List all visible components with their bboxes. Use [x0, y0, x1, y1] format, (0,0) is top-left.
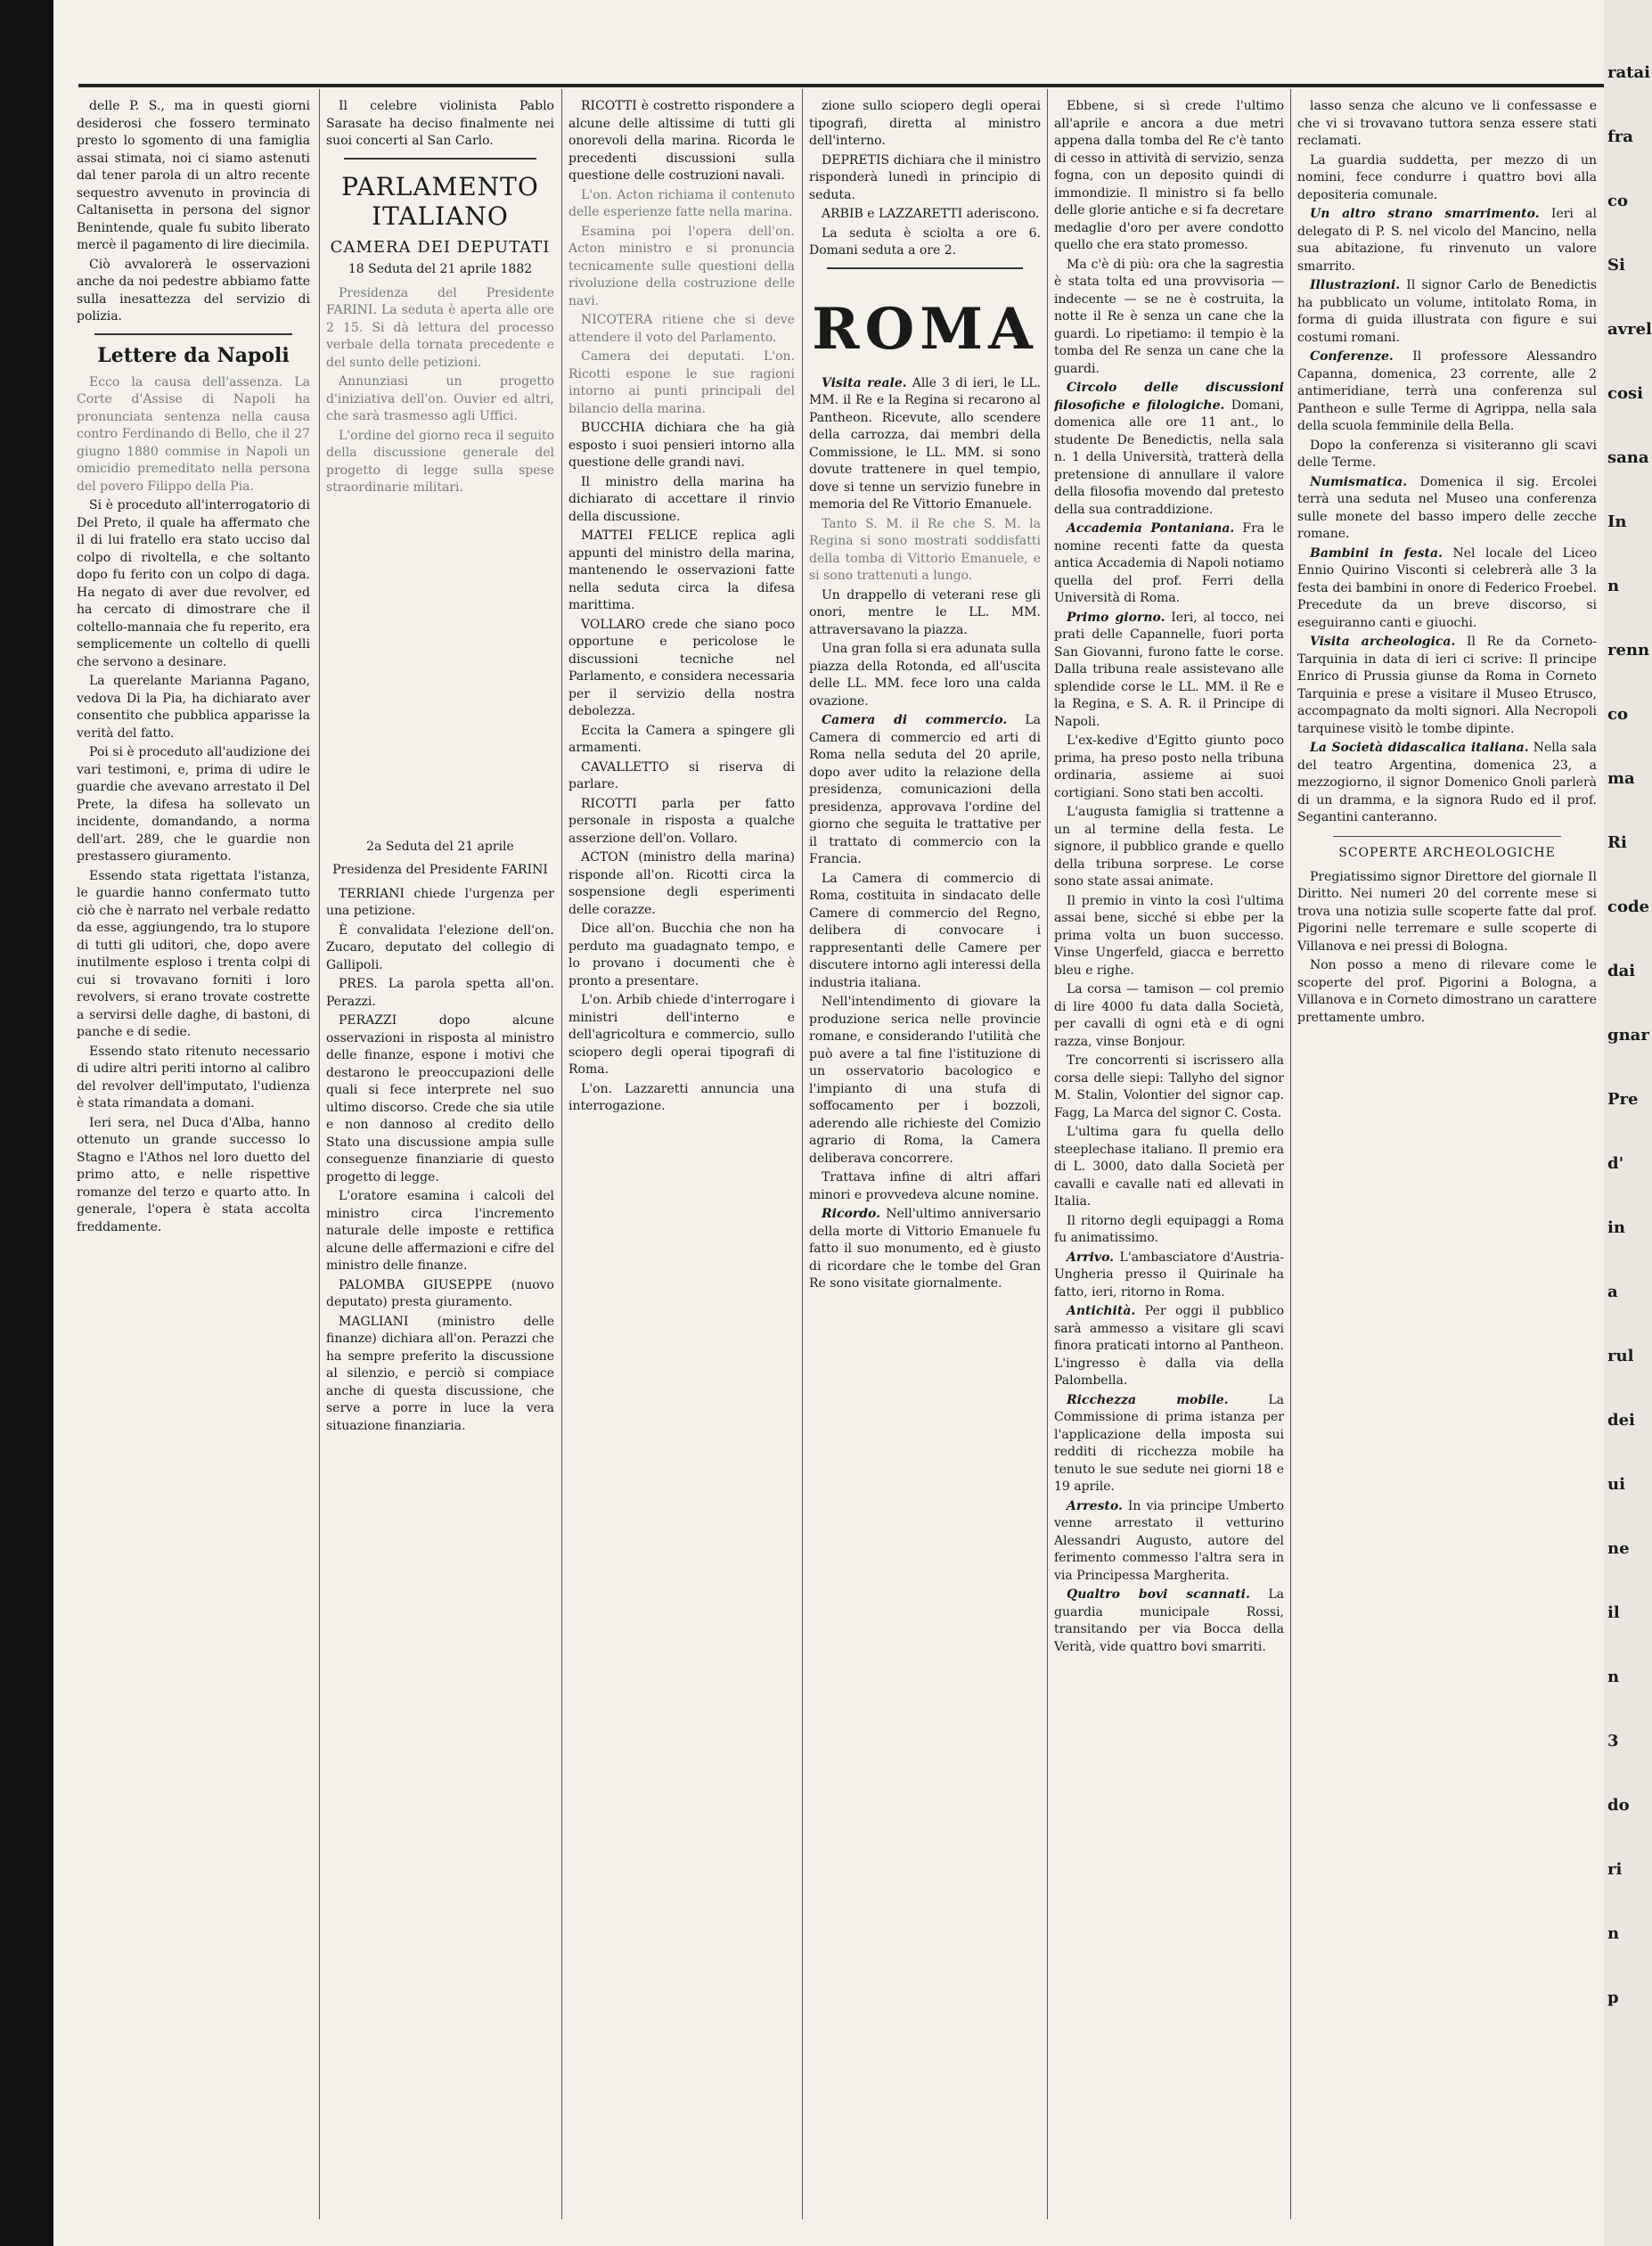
column-2 [326, 98, 554, 2228]
faded-text-block [326, 285, 554, 838]
article-paragraph: MATTEI FELICE replica agli appunti del ministro della marina, mantenendo le osservazioni fatte nella seduta circa la difesa marittima. [568, 529, 795, 612]
strip-fragment: Pre [1607, 1090, 1639, 1109]
article-paragraph: CAVALLETTO si riserva di parlare. [568, 759, 795, 791]
adjacent-page-strip [1604, 0, 1652, 2246]
section-divider [1333, 836, 1561, 837]
scan-left-edge [0, 0, 53, 2246]
article-text: Nella sala del teatro Argentina, domenica 23, a mezzogiorno, il signor Domenico Gnoli parlerà di un dramma, e la signora Rudo ed il prof. Segantini canteranno. [1297, 741, 1597, 824]
strip-fragment: ratai [1607, 63, 1650, 82]
subsection-title: Antichità. [1067, 1304, 1136, 1318]
top-rule [78, 84, 1611, 87]
column-rule [802, 89, 803, 2219]
article-paragraph: zione sullo sciopero degli operai tipografi, diretta al ministro dell'interno. [809, 99, 1041, 148]
article-text: Ieri, al tocco, nei prati delle Capannelle, fuori porta San Giovanni, furono fatte le corse. Dalla tribuna reale assistevano alle splendide corse le LL. MM. il Re e la Regina, e S. A. R. il Principe di Napoli. [1054, 610, 1284, 729]
strip-fragment: 3 [1607, 1732, 1619, 1750]
strip-fragment: d' [1607, 1154, 1624, 1173]
article-text: Fra le nomine recenti fatte da questa antica Accademia di Napoli notiamo quella del prof. Ferri della Università di Roma. [1054, 521, 1284, 605]
subsection-title: Illustrazioni. [1310, 278, 1401, 292]
article-paragraph: Nell'intendimento di giovare la produzione serica nelle provincie romane, e considerando l'utilità che può avere a tal fine l'istituzione di un osservatorio bacologico e l'impianto di una stufa di soffocamento per i bozzoli, aderendo alle richieste del Comizio agrario di Roma, la Camera deliberava concorrere. [809, 995, 1041, 1166]
article-text: Domani, domenica alle ore 11 ant., lo studente De Benedictis, nella sala n. 1 della Università, tratterà della pretensione di annullare il valore della filosofia movendo dal pretesto della sua contraddizione. [1054, 398, 1284, 517]
article-paragraph: Un drappello di veterani rese gli onori, mentre le LL. MM. attraversavano la piazza. [809, 587, 1041, 637]
article-paragraph: DEPRETIS dichiara che il ministro risponderà lunedì in principio di seduta. [809, 152, 1041, 202]
article-paragraph: RICOTTI parla per fatto personale in risposta a qualche asserzione dell'on. Vollaro. [568, 796, 795, 846]
subsection-title: Primo giorno. [1067, 610, 1165, 625]
section-divider [94, 333, 292, 335]
strip-fragment: p [1607, 1988, 1619, 2007]
article-paragraph: BUCCHIA dichiara che ha già esposto i suoi pensieri intorno alla questione delle grandi navi. [568, 421, 795, 470]
article-paragraph: Trattava infine di altri affari minori e provvedeva alcune nomine. [809, 1170, 1041, 1202]
strip-fragment: il [1607, 1603, 1620, 1622]
strip-fragment: dei [1607, 1411, 1635, 1430]
strip-fragment: dai [1607, 962, 1636, 980]
column-rule [1290, 89, 1291, 2219]
strip-fragment: Si [1607, 256, 1625, 275]
article-paragraph: Esamina poi l'opera dell'on. Acton ministro e si pronuncia tecnicamente sulle questioni della rivoluzione della costruzione delle navi. [568, 224, 795, 308]
article-paragraph: È convalidata l'elezione dell'on. Zucaro, deputato del collegio di Gallipoli. [326, 922, 554, 972]
article-text: Il professore Alessandro Capanna, domenica, 23 corrente, alle 2 antimeridiane, terrà una conferenza sul Pantheon e sulle Terme di Agrippa, nella sala della scuola femminile della Bella. [1297, 349, 1597, 433]
article-text: Il signor Carlo de Benedictis ha pubblicato un volume, intitolato Roma, in forma di guida illustrata con figure e sui costumi romani. [1297, 278, 1597, 345]
strip-fragment: In [1607, 512, 1627, 531]
article-paragraph: ACTON (ministro della marina) risponde all'on. Ricotti circa la sospensione degli esperimenti delle corazze. [568, 850, 795, 917]
scoperte-heading: SCOPERTE ARCHEOLOGICHE [1338, 845, 1556, 860]
camera-heading: CAMERA DEI DEPUTATI [330, 237, 551, 257]
strip-fragment: fra [1607, 127, 1633, 146]
article-paragraph: ARBIB e LAZZARETTI aderiscono. [822, 207, 1040, 221]
article-paragraph: La corsa — tamison — col premio di lire 4000 fu data dalla Società, per cavalli di ogni età e di ogni razza, vinse Bonjour. [1054, 982, 1284, 1049]
parlamento-heading: PARLAMENTO ITALIANO [341, 171, 539, 231]
strip-fragment: Ri [1607, 833, 1627, 852]
article-paragraph: Essendo stata rigettata l'istanza, le guardie hanno confermato tutto ciò che è narrato nel verbale redatto da esse, aggiungendo, tra lo stupore di tutti gli uditori, che, dopo avere inutilmente esploso i trenta colpi di cui si trovavano forniti i loro revolvers, si erano trovate costrette a servirsi delle daghe, di bastoni, di panche e di sedie. [77, 868, 310, 1039]
strip-fragment: do [1607, 1796, 1630, 1815]
article-paragraph: Eccita la Camera a spingere gli armamenti. [568, 723, 795, 755]
subsection-title: La Società didascalica italiana. [1310, 741, 1529, 755]
subsection-title: Ricchezza mobile. [1067, 1392, 1229, 1407]
subsection-title: Qualtro bovi scannati. [1067, 1587, 1250, 1602]
article-text: Nel locale del Liceo Ennio Quirino Visconti si celebrerà alle 3 la festa dei bambini in onore di Federico Froebel. Precedute da un breve discorso, si eseguiranno canti e giuochi. [1297, 545, 1597, 630]
subsection-title: Arrivo. [1067, 1250, 1115, 1265]
strip-fragment: ri [1607, 1860, 1623, 1879]
subsection-title: Visita archeologica. [1310, 635, 1456, 649]
column-6 [1297, 98, 1597, 2228]
article-paragraph: Si è proceduto all'interrogatorio di Del Preto, il quale ha affermato che il di lui fratello era stato ucciso dal colpo di rivoltella, e che soltanto dopo fu ferito con un colpo di daga. Ha negato di aver due revolver, ed ha cercato di dimostrare che il coltello-mannaia che fu reperito, era semplicemente un coltello di quelli che servono a desinare. [77, 498, 310, 669]
article-paragraph: Poi si è proceduto all'audizione dei vari testimoni, e, prima di udire le guardie che avevano arrestato il Del Prete, la difesa ha sollevato un incidente, domandando, a norma dell'art. 289, che le guardie non prestassero giuramento. [77, 745, 310, 864]
strip-fragment: ma [1607, 769, 1635, 788]
article-text: Alle 3 di ieri, le LL. MM. il Re e la Regina si recarono al Pantheon. Ricevute, allo scendere della carrozza, dai membri della Commissione, le LL. MM. si sono dovute trattenere in quel tempio, dove si tenne un servizio funebre in memoria del Re Vittorio Emanuele. [809, 375, 1041, 512]
subsection-title: Ricordo. [822, 1207, 880, 1221]
seduta-heading: 18 Seduta del 21 aprile 1882 [348, 261, 533, 276]
article-paragraph: Ciò avvalorerà le osservazioni anche da noi pedestre abbiamo fatte sulla inesattezza del servizio di polizia. [77, 257, 310, 324]
article-paragraph: Presidenza del Presidente FARINI. La seduta è aperta alle ore 2 15. Si dà lettura del processo verbale della tornata precedente e del sunto delle petizioni. [326, 285, 554, 370]
subsection-title: Un altro strano smarrimento. [1310, 207, 1540, 221]
strip-fragment: n [1607, 577, 1620, 595]
article-paragraph: Tre concorrenti si iscrissero alla corsa delle siepi: Tallyho del signor M. Stalin, Volontier del signor cap. Fagg, La Marca del signor C. Costa. [1054, 1053, 1284, 1120]
article-paragraph: NICOTERA ritiene che si deve attendere il voto del Parlamento. [568, 313, 795, 345]
article-text: La Camera di commercio ed arti di Roma nella seduta del 20 aprile, dopo aver udito la relazione della presidenza, comunicazioni della presidenza, approvava l'ordine del giorno che seguita le trattative per il trattato di commercio con la Francia. [809, 713, 1041, 866]
subsection-title: Bambini in festa. [1310, 545, 1443, 561]
article-paragraph: L'on. Acton richiama il contenuto delle esperienze fatte nella marina. [568, 187, 795, 219]
article-paragraph: Il celebre violinista Pablo Sarasate ha deciso finalmente nei suoi concerti al San Carlo. [326, 99, 554, 148]
strip-fragments [1604, 0, 1652, 2009]
article-text: Domenica il sig. Ercolei terrà una seduta nel Museo una conferenza sulle monete del basso impero delle zecche romane. [1297, 474, 1597, 541]
article-text: In via principe Umberto venne arrestato il vetturino Alessandri Augusto, autore del ferimento commesso l'altra sera in via Principessa Margherita. [1054, 1498, 1284, 1583]
strip-fragment: cosi [1607, 384, 1643, 403]
article-paragraph: Ecco la causa dell'assenza. La Corte d'Assise di Napoli ha pronunciata sentenza nella causa contro Ferdinando di Bello, che il 27 giugno 1880 commise in Napoli un omicidio premeditato nella persona del povero Filippo della Pia. [77, 374, 310, 494]
article-text: La guardia municipale Rossi, transitando per via Bocca della Verità, vide quattro bovi smarriti. [1054, 1587, 1284, 1654]
article-paragraph: Ebbene, si sì crede l'ultimo all'aprile e ancora a due metri appena dalla tomba del Re c'è tanto di cesso in attività di servizio, senza fogna, con un deposito quindi di immondizie. Il ministro si fa bello delle glorie antiche e si fa decretare medaglie d'oro per avere condotto quello che era stato promesso. [1054, 99, 1284, 252]
presidenza-heading: Presidenza del Presidente FARINI [332, 862, 548, 877]
subsection-title: Numismatica. [1310, 474, 1408, 489]
column-3 [568, 98, 795, 2228]
article-paragraph: Dice all'on. Bucchia che non ha perduto ma guadagnato tempo, e lo provano i documenti che è pronto a presentare. [568, 922, 795, 988]
subsection-title: Arresto. [1067, 1498, 1123, 1513]
subsection-title: Visita reale. [822, 375, 907, 390]
article-paragraph: TERRIANI chiede l'urgenza per una petizione. [326, 886, 554, 918]
column-rule [561, 89, 562, 2219]
section-divider [344, 158, 536, 160]
seconda-seduta-heading: 2a Seduta del 21 aprile [366, 839, 514, 854]
section-divider [827, 267, 1023, 269]
strip-fragment: ne [1607, 1539, 1630, 1558]
strip-fragment: gnar [1607, 1026, 1649, 1045]
column-rule [1047, 89, 1048, 2219]
article-paragraph: L'on. Arbib chiede d'interrogare i ministri dell'interno e dell'agricoltura e commercio, sullo sciopero degli operai tipografi di Roma. [568, 993, 795, 1077]
article-paragraph: L'ultima gara fu quella dello steeplechase italiano. Il premio era di L. 3000, dato dalla Società per cavalli e cavalle nati ed allevati in Italia. [1054, 1125, 1284, 1209]
article-paragraph: lasso senza che alcuno ve li confessasse e che vi si trovavano tuttora senza essere stati reclamati. [1297, 99, 1597, 148]
column-5 [1054, 98, 1284, 2228]
article-paragraph: L'ex-kedive d'Egitto giunto poco prima, ha preso posto nella tribuna ordinaria, assieme ai suoi cortigiani. Sono stati ben accolti. [1054, 734, 1284, 800]
article-paragraph: PALOMBA GIUSEPPE (nuovo deputato) presta giuramento. [326, 1277, 554, 1309]
article-text: Ieri al delegato di P. S. nel vicolo del Mancino, nella sua abitazione, fu rinvenuto un valore smarrito. [1297, 207, 1597, 274]
article-paragraph: Ma c'è di più: ora che la sagrestia è stata tolta ed una provvisoria — indecente — se ne è costruita, la notte il Re è senza un cane che la guardi. Lo ripetiamo: il tempio è la tomba del Re senza un cane che la guardi. [1054, 257, 1284, 376]
article-paragraph: Dopo la conferenza si visiteranno gli scavi delle Terme. [1297, 438, 1597, 470]
column-1 [77, 98, 310, 2228]
strip-fragment: rul [1607, 1347, 1634, 1365]
article-paragraph: Camera dei deputati. L'on. Ricotti espone le sue ragioni intorno ai punti principali del bilancio della marina. [568, 349, 795, 416]
article-paragraph: Non posso a meno di rilevare come le scoperte del prof. Pigorini a Bologna, a Villanova e in Corneto dimostrano un carattere prettamente umbro. [1297, 958, 1597, 1025]
article-paragraph: delle P. S., ma in questi giorni desiderosi che fossero terminato presto lo sgomento di una famiglia assai stimata, noi ci siamo astenuti dal tener parola di un altro recente sequestro avvenuto in provincia di Caltanisetta in persona del signor Benintende, quale fu subito liberato mercè il pagamento di lire diecimila. [77, 99, 310, 252]
article-paragraph: La seduta è sciolta a ore 6. Domani seduta a ore 2. [809, 225, 1041, 258]
article-paragraph: La guardia suddetta, per mezzo di un nomini, fece condurre i quattro bovi alla depositeria comunale. [1297, 152, 1597, 202]
article-paragraph: PRES. La parola spetta all'on. Perazzi. [326, 977, 554, 1009]
subsection-title: Accademia Pontaniana. [1067, 521, 1235, 536]
strip-fragment: a [1607, 1283, 1618, 1301]
strip-fragment: co [1607, 705, 1628, 724]
strip-fragment: co [1607, 192, 1628, 210]
article-paragraph: L'oratore esamina i calcoli del ministro circa l'incremento naturale delle imposte e rettifica alcune delle affermazioni e cifre del ministro delle finanze. [326, 1189, 554, 1273]
roma-heading: ROMA [812, 295, 1038, 363]
article-text: La Commissione di prima istanza per l'applicazione della imposta sui redditi di ricchezza mobile ha tenuto le sue sedute nei giorni 18 e 19 aprile. [1054, 1392, 1284, 1494]
article-paragraph: Il ministro della marina ha dichiarato di accettare il rinvio della discussione. [568, 474, 795, 524]
article-paragraph: Ieri sera, nel Duca d'Alba, hanno ottenuto un grande successo lo Stagno e l'Athos nel loro duetto del primo atto, e nelle rispettive romanze del terzo e quarto atto. In generale, l'opera è stata accolta freddamente. [77, 1115, 310, 1234]
strip-fragment: renn [1607, 641, 1650, 660]
article-paragraph: La Camera di commercio di Roma, costituita in sindacato delle Camere di commercio del Regno, delibera di convocare i rappresentanti delle Camere per discutere intorno agli interessi della industria italiana. [809, 871, 1041, 990]
strip-fragment: avrel [1607, 320, 1652, 339]
article-paragraph: L'augusta famiglia si trattenne a un al termine della festa. Le signore, il pubblico grande e quello della tribuna sorprese. Le corse sono state assai animate. [1054, 805, 1284, 889]
article-text: Per oggi il pubblico sarà ammesso a visitare gli scavi finora praticati intorno al Pantheon. L'ingresso è dalla via della Palombella. [1054, 1304, 1284, 1388]
article-paragraph: Tanto S. M. il Re che S. M. la Regina si sono mostrati soddisfatti della tomba di Vittorio Emanuele, e si sono trattenuti a lungo. [809, 516, 1041, 583]
lettere-heading: Lettere da Napoli [97, 343, 290, 367]
article-text: L'ambasciatore d'Austria-Ungheria presso il Quirinale ha fatto, ieri, ritorno in Roma. [1054, 1250, 1284, 1299]
subsection-title: Circolo delle discussioni filosofiche e filologiche. [1054, 381, 1284, 413]
strip-fragment: in [1607, 1218, 1625, 1237]
article-paragraph: Pregiatissimo signor Direttore del giornale Il Diritto. Nei numeri 20 del corrente mese si trova una notizia sulle scoperte fatte dal prof. Pigorini nelle terremare e sulle scoperte di Villanova e nei pressi di Bologna. [1297, 869, 1597, 954]
strip-fragment: code [1607, 898, 1650, 916]
article-text: Nell'ultimo anniversario della morte di Vittorio Emanuele fu fatto il suo monumento, ed è giusto di ricordare che le tombe del Gran Re sono visitate giornalmente. [809, 1207, 1041, 1291]
strip-fragment: ui [1607, 1475, 1625, 1494]
strip-fragment: sana [1607, 448, 1649, 467]
strip-fragment: n [1607, 1924, 1620, 1943]
article-paragraph: Il ritorno degli equipaggi a Roma fu animatissimo. [1054, 1213, 1284, 1245]
article-paragraph: MAGLIANI (ministro delle finanze) dichiara all'on. Perazzi che ha sempre preferito la discussione al silenzio, e perciò si compiace anche di questa discussione, che serve a porre in luce la vera situazione finanziaria. [326, 1314, 554, 1433]
article-paragraph: PERAZZI dopo alcune osservazioni in risposta al ministro delle finanze, espone i motivi che destarono le preoccupazioni delle quali si fece interprete nel suo ultimo discorso. Crede che sia utile e non dannoso al credito dello Stato una discussione ampia sulle conseguenze finanziarie di questo progetto di legge. [326, 1013, 554, 1184]
article-paragraph: L'on. Lazzaretti annuncia una interrogazione. [568, 1081, 795, 1113]
article-paragraph: Una gran folla si era adunata sulla piazza della Rotonda, ed all'uscita delle LL. MM. fece loro una calda ovazione. [809, 642, 1041, 709]
strip-fragment: n [1607, 1668, 1620, 1686]
article-paragraph: Essendo stato ritenuto necessario di udire altri periti intorno al calibro del revolver dell'imputato, l'udienza è stata rimandata a domani. [77, 1044, 310, 1111]
article-paragraph: Il premio in vinto la così l'ultima assai bene, sicché si ebbe per la prima volta un buon successo. Vinse Ungerfeld, giacca e berretto bleu e righe. [1054, 893, 1284, 978]
column-4 [809, 98, 1041, 2228]
article-paragraph: Annunziasi un progetto d'iniziativa dell'on. Ouvier ed altri, che sarà trasmesso agli Uffici. [326, 374, 554, 423]
article-paragraph: VOLLARO crede che siano poco opportune e pericolose le discussioni tecniche nel Parlamento, e considera necessaria per il servizio della nostra debolezza. [568, 617, 795, 718]
article-paragraph: RICOTTI è costretto rispondere a alcune delle altissime di tutti gli onorevoli della marina. Ricorda le precedenti discussioni sulla questione delle costruzioni navali. [568, 99, 795, 183]
article-text: Il Re da Corneto-Tarquinia in data di ieri ci scrive: Il principe Enrico di Prussia giunse da Roma in Corneto Tarquinia e prese a visitare il Museo Etrusco, accompagnato da molti signori. Alla Necropoli tarquinese visitò le tombe dipinte. [1297, 635, 1597, 736]
column-rule [319, 89, 320, 2219]
subsection-title: Camera di commercio. [822, 713, 1008, 727]
article-paragraph: L'ordine del giorno reca il seguito della discussione generale del progetto di legge sulla spese straordinarie militari. [326, 428, 554, 495]
article-paragraph: La querelante Marianna Pagano, vedova Di la Pia, ha dichiarato aver consentito che pubblica apparisse la verità del fatto. [77, 674, 310, 741]
subsection-title: Conferenze. [1310, 349, 1394, 364]
